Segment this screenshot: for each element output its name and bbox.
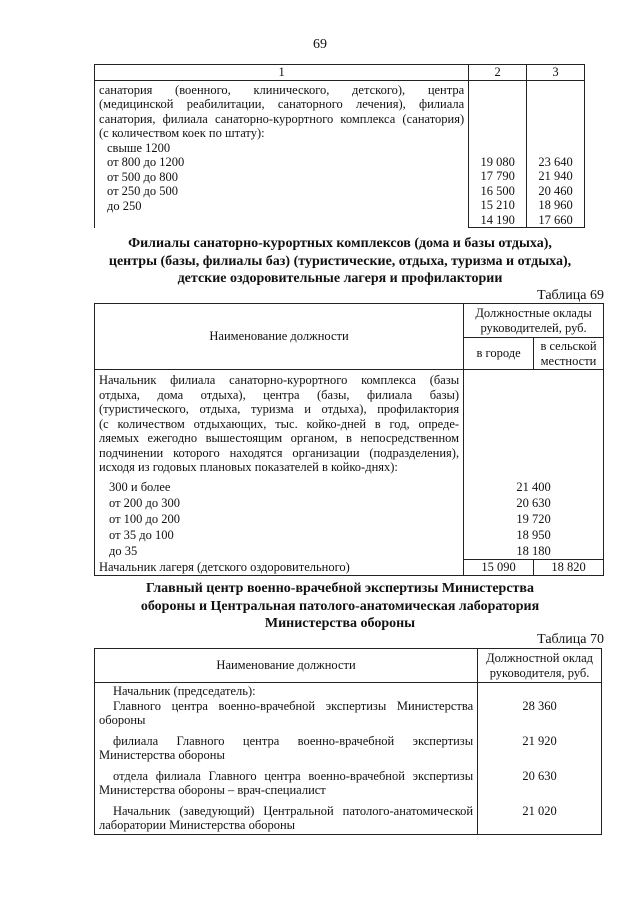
rural-value: 23 640 <box>538 154 573 169</box>
city-value: 14 190 <box>480 212 515 227</box>
table-header-row <box>95 649 602 683</box>
table-label-69: Таблица 69 <box>537 288 604 303</box>
row-label: от 800 до 1200 <box>107 155 185 169</box>
position-line: обороны <box>99 713 146 727</box>
row-label: от 35 до 100 <box>109 527 174 542</box>
continuation-table <box>94 64 585 228</box>
camp-rural: 18 820 <box>534 560 604 576</box>
desc-line: (с количеством отдыхающих, тыс. койко-дней в год, опреде- <box>99 416 460 431</box>
header-position: Наименование должности <box>95 304 464 370</box>
salary-value: 21 020 <box>478 798 602 835</box>
salary-value: 28 360 <box>478 683 602 728</box>
rural-value: 21 940 <box>538 169 573 183</box>
rural-value: 18 960 <box>538 198 573 212</box>
rural-values <box>527 80 585 228</box>
description-cell <box>95 80 469 228</box>
salary-value: 21 400 <box>516 480 551 494</box>
table-row <box>95 728 602 763</box>
desc-line: ляемых ежегодно вышестоящим органом, в непосредственном <box>99 431 460 445</box>
city-values <box>469 80 527 228</box>
rural-value: 20 460 <box>538 183 573 198</box>
desc-line: исходя из годовых плановых показателей в койко-днях): <box>99 460 398 474</box>
city-value: 15 210 <box>480 198 515 212</box>
position-line: Начальник (заведующий) Центральной патолого-анатомической <box>113 803 474 818</box>
table-row <box>95 560 604 576</box>
header-city: в городе <box>464 338 534 370</box>
description-cell <box>95 370 464 560</box>
desc-line: отдыха, дома отдыха), центра (базы, филиала базы) <box>99 387 460 402</box>
section-heading-1 <box>60 235 620 288</box>
heading-line: Главный центр военно-врачебной экспертизы Министерства <box>145 581 534 596</box>
position-cell <box>95 683 478 728</box>
position-line: Начальник (председатель): <box>113 684 256 698</box>
position-cell <box>95 763 478 798</box>
heading-line: центры (базы, филиалы баз) (туристические, отдыха, туризма и отдыха), <box>108 253 572 269</box>
position-line: лаборатории Министерства обороны <box>99 818 296 832</box>
position-line: Главного центра военно-врачебной экспертизы Министерства <box>113 698 474 713</box>
row-label: от 250 до 500 <box>107 184 179 198</box>
salary-value: 20 630 <box>516 496 551 510</box>
salary-value: 18 180 <box>516 544 551 558</box>
row-label: от 200 до 300 <box>109 495 181 510</box>
position-cell <box>95 798 478 835</box>
city-value: 19 080 <box>480 154 515 169</box>
row-label: от 500 до 800 <box>107 169 179 184</box>
table-label-70: Таблица 70 <box>537 632 604 647</box>
desc-line: (туристического, отдыха, туризма и отдыха), профилактория <box>99 402 460 416</box>
table-row <box>95 80 585 228</box>
row-label: свыше 1200 <box>107 140 171 155</box>
salary-value: 19 720 <box>516 512 551 526</box>
page-number: 69 <box>313 37 327 52</box>
desc-line: Начальник филиала санаторно-курортного комплекса (базы <box>99 373 460 387</box>
heading-line: Министерства обороны <box>264 616 416 631</box>
heading-line: детские оздоровительные лагеря и профилактории <box>177 271 503 286</box>
salary-value: 20 630 <box>478 763 602 798</box>
position-line: Министерства обороны <box>99 748 225 762</box>
header-rural: в сельской местности <box>534 338 604 370</box>
desc-line: (с количеством коек по штату): <box>99 126 265 140</box>
table-row <box>95 683 602 728</box>
salary-values <box>464 370 604 560</box>
salary-value: 18 950 <box>516 528 551 542</box>
camp-label: Начальник лагеря (детского оздоровительного) <box>95 560 464 576</box>
city-value: 16 500 <box>480 183 515 198</box>
col-number-2: 2 <box>469 65 527 81</box>
column-number-row <box>95 65 585 81</box>
header-position: Наименование должности <box>95 649 478 683</box>
col-number-3: 3 <box>527 65 585 81</box>
col-number-1: 1 <box>95 65 469 81</box>
desc-line: санатория, филиала санаторно-курортного комплекса (санатория) <box>99 111 465 126</box>
header-salary: Должностные оклады руководителей, руб. <box>464 304 604 338</box>
heading-line: обороны и Центральная патолого-анатомическая лаборатория <box>140 598 540 614</box>
row-label: до 35 <box>109 543 138 558</box>
section-heading-2 <box>60 580 620 633</box>
city-value: 17 790 <box>480 169 515 183</box>
position-line: филиала Главного центра военно-врачебной экспертизы <box>113 733 474 748</box>
position-cell <box>95 728 478 763</box>
position-line: Министерства обороны – врач-специалист <box>99 783 326 797</box>
salary-value: 21 920 <box>478 728 602 763</box>
table-69 <box>94 303 604 576</box>
desc-line: подчинении которого находятся организации (подразделения), <box>99 445 460 460</box>
desc-line: (медицинской реабилитации, санаторного лечения), филиала <box>99 97 465 111</box>
desc-line: санатория (военного, клинического, детского), центра <box>99 82 465 97</box>
row-label: от 100 до 200 <box>109 511 181 526</box>
position-line: отдела филиала Главного центра военно-врачебной экспертизы <box>113 768 474 783</box>
heading-line: Филиалы санаторно-курортных комплексов (дома и базы отдыха), <box>128 236 552 251</box>
row-label: до 250 <box>107 198 142 213</box>
rural-value: 17 660 <box>538 212 573 227</box>
table-row <box>95 763 602 798</box>
header-salary: Должностной оклад руководителя, руб. <box>478 649 602 683</box>
camp-city: 15 090 <box>464 560 534 576</box>
table-70 <box>94 648 602 835</box>
table-row <box>95 370 604 560</box>
table-row <box>95 798 602 835</box>
row-label: 300 и более <box>109 479 171 494</box>
table-header-row <box>95 304 604 338</box>
